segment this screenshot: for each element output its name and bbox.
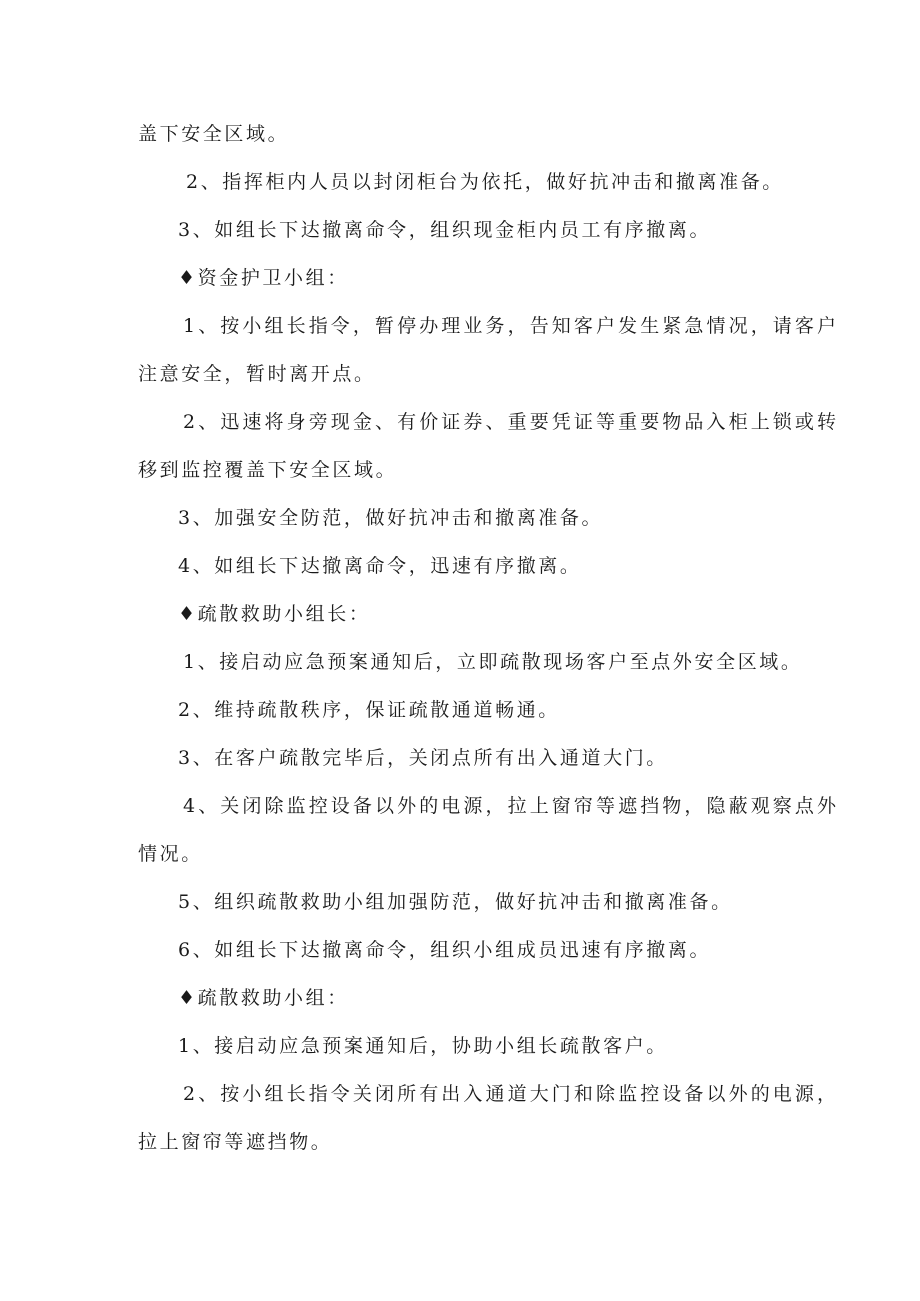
text-line: 4、如组长下达撤离命令，迅速有序撤离。 (178, 555, 582, 577)
text-line: 6、如组长下达撤离命令，组织小组成员迅速有序撤离。 (178, 939, 712, 961)
text-line: 1、按小组长指令，暂停办理业务，告知客户发生紧急情况，请客户 (183, 315, 840, 337)
text-line: 注意安全，暂时离开点。 (138, 363, 376, 385)
text-line: 3、如组长下达撤离命令，组织现金柜内员工有序撤离。 (178, 219, 712, 241)
text-line: 1、接启动应急预案通知后，协助小组长疏散客户。 (178, 1035, 668, 1057)
section-heading: ♦疏散救助小组： (178, 987, 349, 1009)
text-line: 2、指挥柜内人员以封闭柜台为依托，做好抗冲击和撤离准备。 (186, 171, 784, 193)
text-line: 2、按小组长指令关闭所有出入通道大门和除监控设备以外的电源， (183, 1083, 840, 1105)
text-line: 4、关闭除监控设备以外的电源，拉上窗帘等遮挡物，隐蔽观察点外 (183, 795, 840, 817)
text-line: 2、维持疏散秩序，保证疏散通道畅通。 (178, 699, 560, 721)
section-heading: ♦资金护卫小组： (178, 267, 349, 289)
text-line: 移到监控覆盖下安全区域。 (138, 459, 398, 481)
text-line: 3、在客户疏散完毕后，关闭点所有出入通道大门。 (178, 747, 668, 769)
text-line: 3、加强安全防范，做好抗冲击和撤离准备。 (178, 507, 604, 529)
text-line: 盖下安全区域。 (138, 123, 290, 145)
text-line: 5、组织疏散救助小组加强防范，做好抗冲击和撤离准备。 (178, 891, 733, 913)
text-line: 1、接启动应急预案通知后，立即疏散现场客户至点外安全区域。 (183, 651, 803, 673)
text-line: 情况。 (138, 843, 203, 865)
text-line: 拉上窗帘等遮挡物。 (138, 1131, 333, 1153)
section-heading: ♦疏散救助小组长： (178, 603, 371, 625)
text-line: 2、迅速将身旁现金、有价证券、重要凭证等重要物品入柜上锁或转 (183, 411, 840, 433)
